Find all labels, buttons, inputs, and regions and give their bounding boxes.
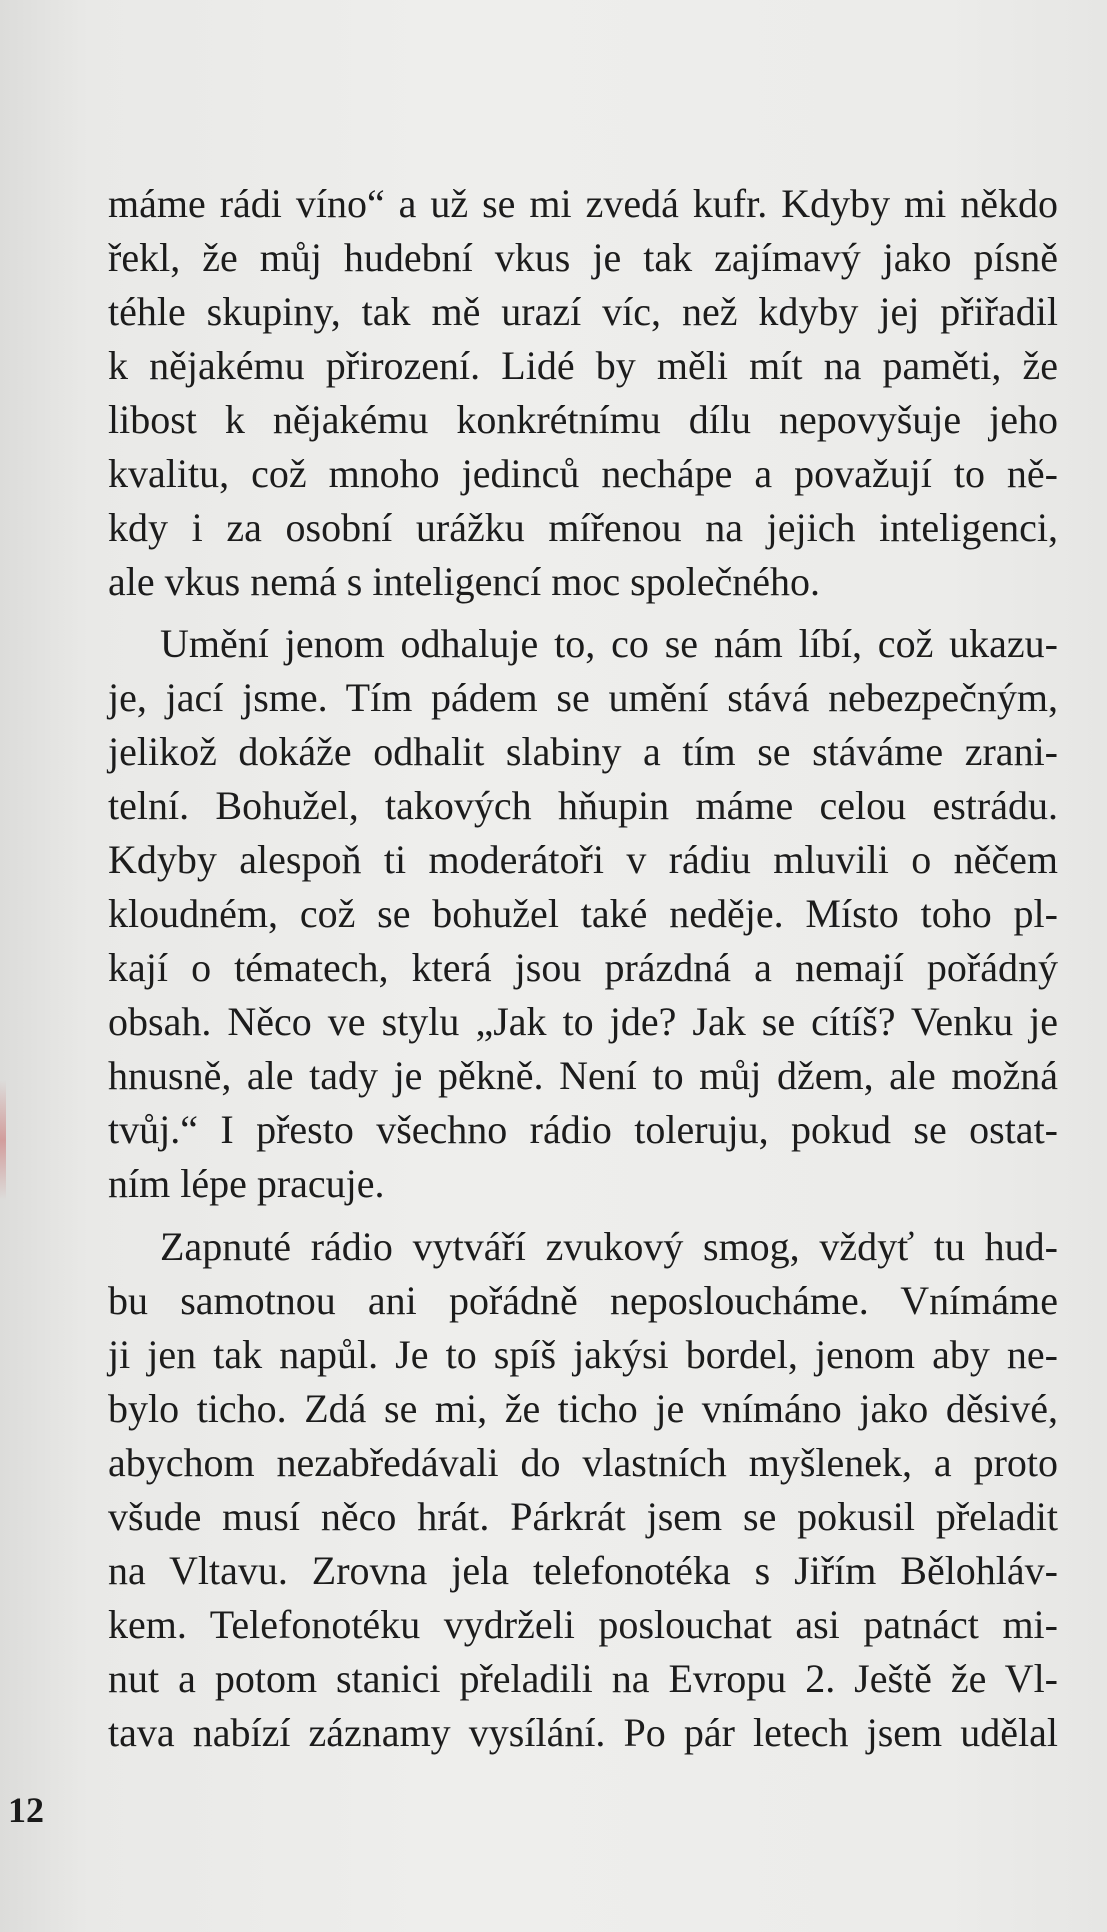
text-line: bu samotnou ani pořádně neposloucháme. Vnímáme — [108, 1278, 1058, 1323]
text-line: tava nabízí záznamy vysílání. Po pár letech jsem udělal — [108, 1710, 1058, 1755]
text-line: hnusně, ale tady je pěkně. Není to můj džem, ale možná — [108, 1053, 1058, 1098]
text-line: bylo ticho. Zdá se mi, že ticho je vnímáno jako děsivé, — [108, 1386, 1058, 1431]
text-line: Umění jenom odhaluje to, co se nám líbí, což ukazu- — [160, 621, 1058, 666]
text-line: Kdyby alespoň ti moderátoři v rádiu mluvili o něčem — [108, 837, 1058, 882]
text-line: je, jací jsme. Tím pádem se umění stává nebezpečným, — [108, 675, 1058, 720]
text-line: ale vkus nemá s inteligencí moc společného. — [108, 559, 821, 604]
text-line: jelikož dokáže odhalit slabiny a tím se stáváme zrani- — [108, 729, 1058, 774]
text-line: obsah. Něco ve stylu „Jak to jde? Jak se cítíš? Venku je — [108, 999, 1058, 1044]
text-line: k nějakému přirození. Lidé by měli mít na paměti, že — [108, 343, 1058, 388]
text-line: kají o tématech, která jsou prázdná a nemají pořádný — [108, 945, 1058, 990]
text-line: všude musí něco hrát. Párkrát jsem se pokusil přeladit — [108, 1494, 1058, 1539]
text-line: kloudném, což se bohužel také neděje. Místo toho pl- — [108, 891, 1058, 936]
text-line: nut a potom stanici přeladili na Evropu 2. Ještě že Vl- — [108, 1656, 1058, 1701]
text-line: kdy i za osobní urážku mířenou na jejich inteligenci, — [108, 505, 1058, 550]
text-line: ji jen tak napůl. Je to spíš jakýsi bordel, jenom aby ne- — [108, 1332, 1058, 1377]
text-line: tvůj.“ I přesto všechno rádio toleruju, pokud se ostat- — [108, 1107, 1058, 1152]
text-line: téhle skupiny, tak mě urazí víc, než kdyby jej přiřadil — [108, 289, 1058, 334]
page-number: 12 — [8, 1790, 44, 1830]
text-line: máme rádi víno“ a už se mi zvedá kufr. Kdyby mi někdo — [108, 181, 1058, 226]
text-line: Zapnuté rádio vytváří zvukový smog, vždyť tu hud- — [160, 1224, 1058, 1269]
text-line: ním lépe pracuje. — [108, 1161, 385, 1206]
text-line: telní. Bohužel, takových hňupin máme celou estrádu. — [108, 783, 1058, 828]
text-line: libost k nějakému konkrétnímu dílu nepovyšuje jeho — [108, 397, 1058, 442]
text-line: na Vltavu. Zrovna jela telefonotéka s Jiřím Bělohláv- — [108, 1548, 1058, 1593]
text-line: kvalitu, což mnoho jedinců nechápe a považují to ně- — [108, 451, 1058, 496]
text-line: abychom nezabředávali do vlastních myšlenek, a proto — [108, 1440, 1058, 1485]
text-line: kem. Telefonotéku vydrželi poslouchat asi patnáct mi- — [108, 1602, 1058, 1647]
page-edge-shadow — [0, 1080, 6, 1200]
text-line: řekl, že můj hudební vkus je tak zajímavý jako písně — [108, 235, 1058, 280]
